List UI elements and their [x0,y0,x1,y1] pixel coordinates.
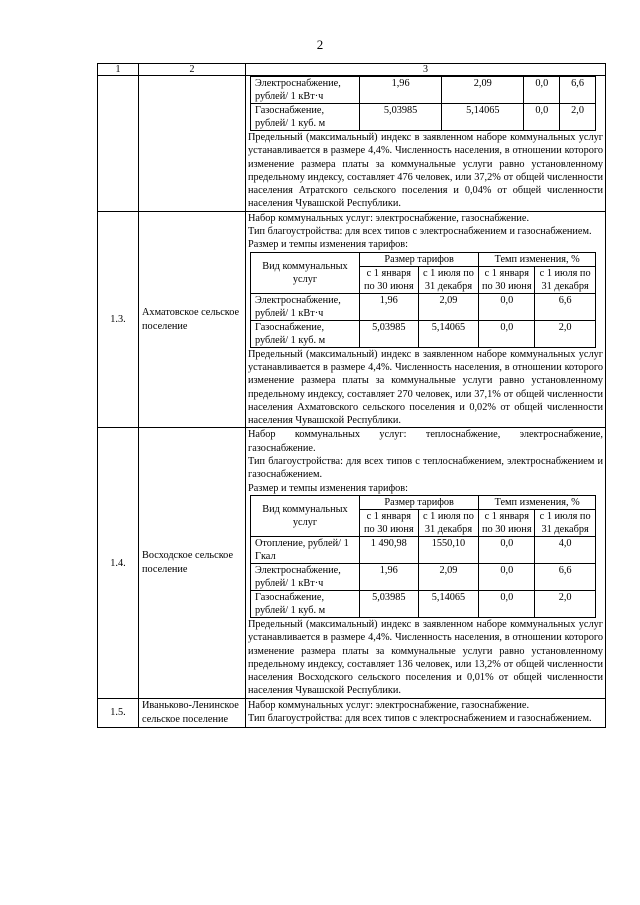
tariff-row [251,320,596,347]
settlement-name: Ахматовское сельское поселение [139,211,246,428]
tariff-title: Размер и темпы изменения тарифов: [248,239,409,251]
tariff-value: 6,6 [560,77,596,104]
tariff-value: 5,03985 [360,590,419,617]
limit-index-paragraph: Предельный (максимальный) индекс в заявленном наборе коммунальных услуг устанавливается в размере 4,4%. Численность населения, в отношении которого изменение размера платы за коммунальные услуги равно установленному предельному индексу, составляет 270 человек, или 37,1% от общей численности населения Ахматовского сельского поселения и 0,02% от общей численности населения Чувашской Республики. [248,348,603,427]
header-col-1: 1 [98,64,139,76]
tariff-value: 1,96 [360,563,419,590]
col-period-1: с 1 января по 30 июня [360,266,419,293]
col-period-2: с 1 июля по 31 декабря [418,266,479,293]
section-row [98,428,606,698]
col-period-1: с 1 января по 30 июня [360,509,419,536]
tariff-label: Электроснабжение, рублей/ 1 кВт·ч [251,563,360,590]
tariff-value: 1,96 [360,77,442,104]
section-row [98,698,606,727]
tariff-label: Отопление, рублей/ 1 Гкал [251,536,360,563]
col-service-type: Вид коммунальных услуг [251,495,360,536]
tariff-row [251,563,596,590]
tariff-value: 1,96 [360,293,419,320]
tariff-label: Газоснабжение, рублей/ 1 куб. м [251,590,360,617]
services-set: Набор коммунальных услуг: теплоснабжение, электроснабжение, газоснабжение. [248,429,603,454]
tariff-value: 0,0 [479,293,535,320]
col-period-1: с 1 января по 30 июня [479,509,535,536]
tariff-table-continued [250,76,596,131]
tariff-value: 0,0 [479,536,535,563]
tariff-value: 5,14065 [418,320,479,347]
section-number: 1.3. [98,211,139,428]
tariff-value: 6,6 [535,293,596,320]
tariff-row [251,536,596,563]
tariff-value: 1 490,98 [360,536,419,563]
settlement-name: Иваньково-Ленинское сельское поселение [139,698,246,727]
tariff-value: 2,0 [535,590,596,617]
header-col-3: 3 [246,64,606,76]
section-number: 1.5. [98,698,139,727]
tariff-value: 0,0 [479,320,535,347]
tariff-title: Размер и темпы изменения тарифов: [248,482,409,494]
col-period-2: с 1 июля по 31 декабря [535,266,596,293]
tariff-value: 5,14065 [418,590,479,617]
tariff-value: 0,0 [524,77,560,104]
improvement-type: Тип благоустройства: для всех типов с теплоснабжением, электроснабжением и газоснабжением. [248,456,603,481]
col-change-rate: Темп изменения, % [479,252,596,266]
tariff-label: Газоснабжение, рублей/ 1 куб. м [251,104,360,131]
limit-index-paragraph: Предельный (максимальный) индекс в заявленном наборе коммунальных услуг устанавливается в размере 4,4%. Численность населения, в отношении которого изменение размера платы за коммунальные услуги равно установленному предельному индексу, составляет 476 человек, или 37,2% от общей численности населения Атратского сельского поселения и 0,04% от общей численности населения Чувашской Республики. [248,132,603,210]
main-table [97,63,606,728]
tariff-table [250,495,596,618]
col-tariff-size: Размер тарифов [360,495,479,509]
header-row [98,64,606,76]
tariff-value: 2,09 [418,563,479,590]
tariff-value: 2,0 [535,320,596,347]
tariff-row [251,77,596,104]
page-number: 2 [316,37,324,52]
tariff-value: 0,0 [479,563,535,590]
tariff-value: 1550,10 [418,536,479,563]
tariff-value: 2,09 [418,293,479,320]
tariff-row [251,104,596,131]
col-period-1: с 1 января по 30 июня [479,266,535,293]
header-col-2: 2 [139,64,246,76]
limit-index-paragraph: Предельный (максимальный) индекс в заявленном наборе коммунальных услуг устанавливается в размере 4,4%. Численность населения, в отношении которого изменение размера платы за коммунальные услуги равно установленному предельному индексу, составляет 136 человек, или 13,2% от общей численности населения Восходского сельского поселения и 0,01% от общей численности населения Чувашской Республики. [248,618,603,697]
tariff-value: 4,0 [535,536,596,563]
tariff-value: 5,03985 [360,104,442,131]
section-continued [98,76,606,212]
tariff-row [251,293,596,320]
tariff-table [250,252,596,348]
tariff-label: Газоснабжение, рублей/ 1 куб. м [251,320,360,347]
improvement-type: Тип благоустройства: для всех типов с электроснабжением и газоснабжением. [248,713,592,725]
tariff-value: 5,03985 [360,320,419,347]
tariff-value: 0,0 [524,104,560,131]
tariff-value: 2,09 [442,77,524,104]
col-service-type: Вид коммунальных услуг [251,252,360,293]
tariff-value: 6,6 [535,563,596,590]
tariff-value: 5,14065 [442,104,524,131]
col-tariff-size: Размер тарифов [360,252,479,266]
tariff-row [251,590,596,617]
section-row [98,211,606,428]
tariff-value: 2,0 [560,104,596,131]
tariff-label: Электроснабжение, рублей/ 1 кВт·ч [251,77,360,104]
services-set: Набор коммунальных услуг: электроснабжение, газоснабжение. [248,699,530,711]
col-change-rate: Темп изменения, % [479,495,596,509]
section-number: 1.4. [98,428,139,698]
tariff-value: 0,0 [479,590,535,617]
tariff-label: Электроснабжение, рублей/ 1 кВт·ч [251,293,360,320]
improvement-type: Тип благоустройства: для всех типов с электроснабжением и газоснабжением. [248,226,592,238]
col-period-2: с 1 июля по 31 декабря [418,509,479,536]
col-period-2: с 1 июля по 31 декабря [535,509,596,536]
services-set: Набор коммунальных услуг: электроснабжение, газоснабжение. [248,212,530,224]
settlement-name: Восходское сельское поселение [139,428,246,698]
